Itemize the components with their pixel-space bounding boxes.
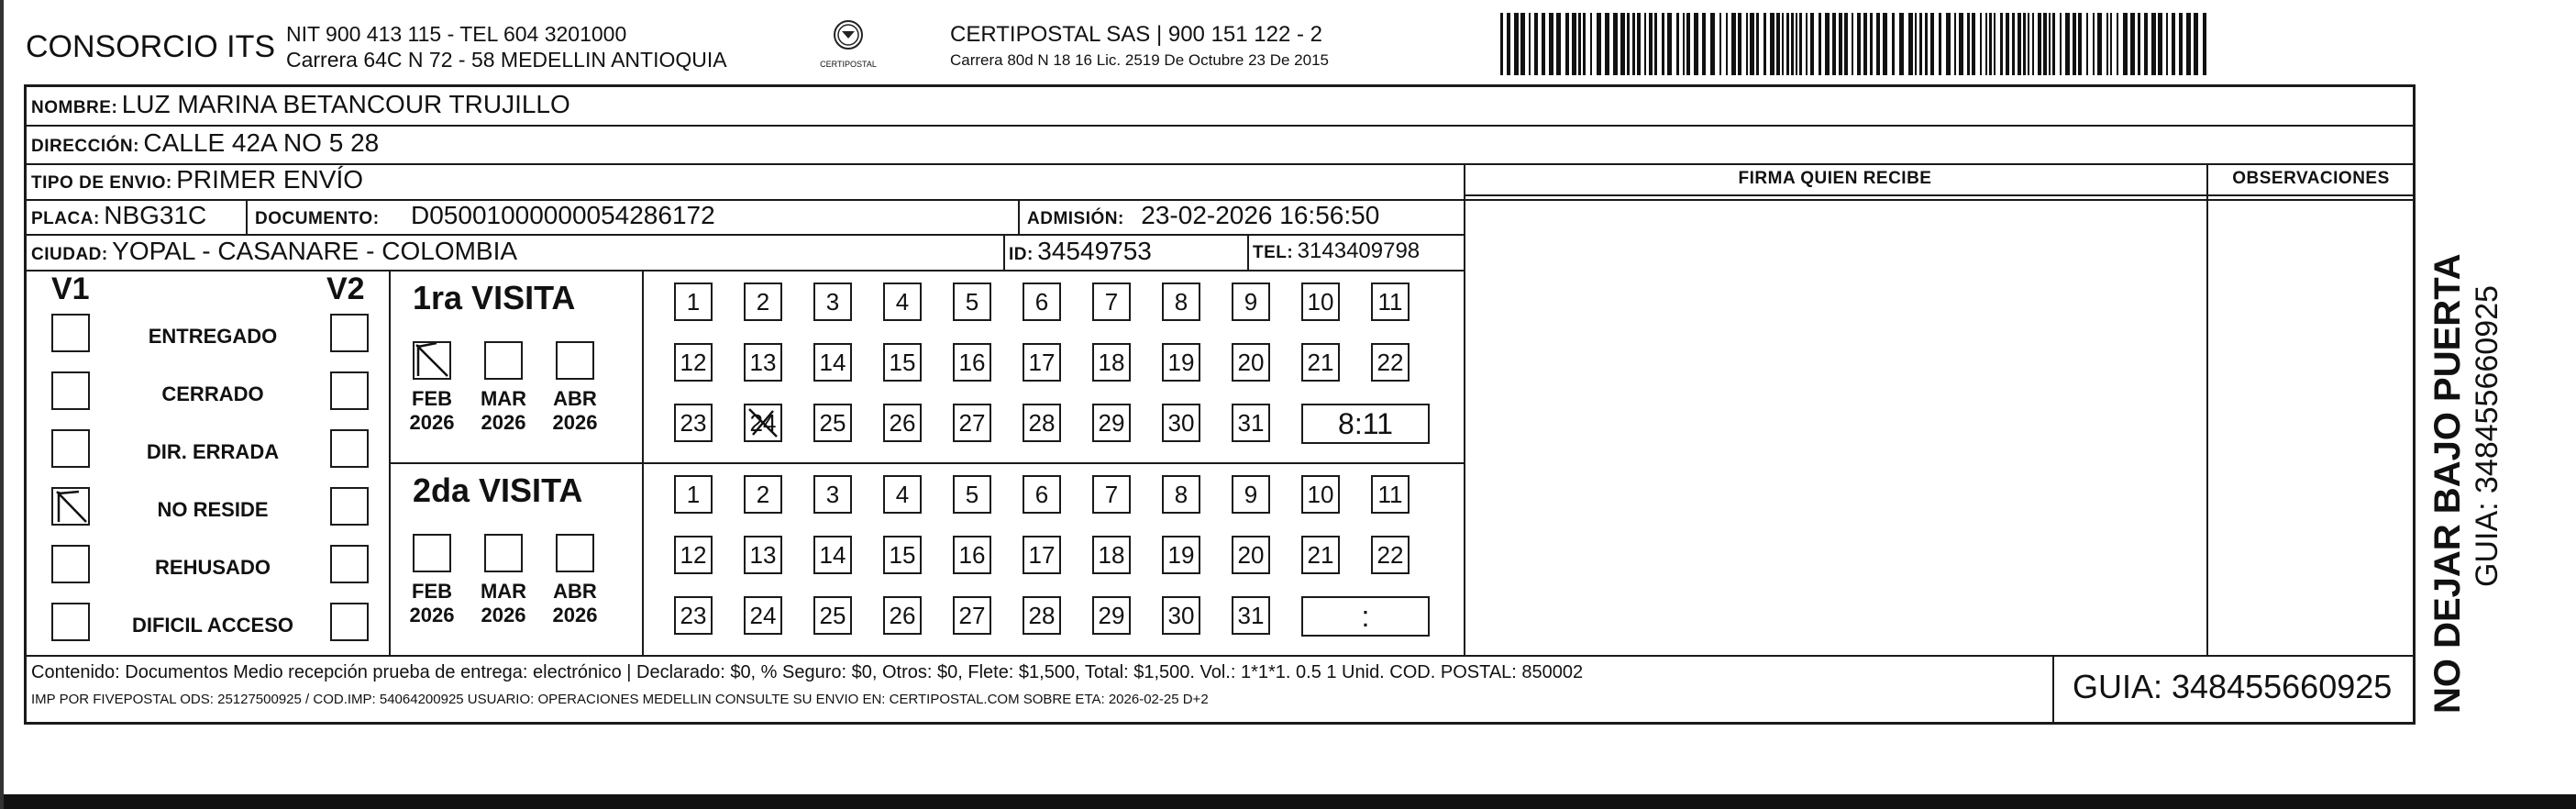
day-box[interactable]: 9	[1232, 283, 1270, 321]
check-mark-icon	[53, 489, 88, 524]
day-box[interactable]: 26	[883, 404, 922, 442]
visit-time-box[interactable]: 8:11	[1301, 404, 1430, 444]
nombre-label: NOMBRE:	[31, 98, 118, 117]
documento-value: D05001000000054286172	[411, 201, 715, 229]
placa-label: PLACA:	[31, 209, 100, 228]
month-checkbox[interactable]	[556, 534, 594, 572]
carrier-address: Carrera 80d N 18 16 Lic. 2519 De Octubre 23 De 2015	[950, 51, 1329, 69]
day-box[interactable]: 3	[813, 283, 852, 321]
day-box[interactable]: 23	[674, 596, 713, 635]
month-label	[476, 387, 531, 435]
logo-label: CERTIPOSTAL	[820, 60, 877, 69]
day-box[interactable]: 12	[674, 536, 713, 574]
v2-checkbox[interactable]	[330, 314, 369, 352]
month-checkbox[interactable]	[484, 341, 523, 380]
side-warning: NO DEJAR BAJO PUERTA	[2427, 253, 2468, 714]
ciudad-value: YOPAL - CASANARE - COLOMBIA	[112, 237, 518, 265]
footer-content: Contenido: Documentos Medio recepción prueba de entrega: electrónico | Declarado: $0, % Seguro: $0, Otros: $0, Flete: $1,500, Total: $1,500. Vol.: 1*1*1. 0.5 1 Unid. COD. POSTAL: 850002	[31, 662, 1584, 682]
left-border	[0, 0, 4, 809]
month-year: 2026	[481, 604, 526, 626]
v2-label: V2	[326, 272, 365, 306]
direccion-label: DIRECCIÓN:	[31, 137, 139, 156]
month-checkbox[interactable]	[484, 534, 523, 572]
month-label	[404, 580, 459, 627]
day-box[interactable]: 28	[1023, 596, 1061, 635]
month-checkbox[interactable]	[413, 534, 451, 572]
day-box[interactable]: 6	[1023, 283, 1061, 321]
v1-label: V1	[51, 272, 90, 306]
v1-checkbox[interactable]	[51, 545, 90, 583]
day-box[interactable]: 22	[1371, 343, 1410, 382]
day-box[interactable]: 30	[1162, 404, 1200, 442]
day-box[interactable]: 4	[883, 475, 922, 514]
direccion-row	[31, 128, 379, 158]
tipo-value: PRIMER ENVÍO	[176, 165, 364, 194]
month-checkbox[interactable]	[556, 341, 594, 380]
month-name: ABR	[553, 387, 597, 410]
day-box[interactable]: 15	[883, 343, 922, 382]
status-reason-label: DIR. ERRADA	[146, 440, 280, 463]
direccion-value: CALLE 42A NO 5 28	[143, 128, 380, 157]
day-box[interactable]: 10	[1301, 475, 1340, 514]
day-box[interactable]: 11	[1371, 475, 1410, 514]
day-box[interactable]: 21	[1301, 536, 1340, 574]
firma-label: FIRMA QUIEN RECIBE	[1738, 169, 1932, 188]
observaciones-label: OBSERVACIONES	[2232, 169, 2390, 188]
visit-time-box[interactable]: :	[1301, 596, 1430, 637]
day-box[interactable]: 8	[1162, 475, 1200, 514]
tipo-row	[31, 165, 363, 194]
status-reason-label: DIFICIL ACCESO	[131, 614, 293, 637]
month-name: MAR	[480, 580, 527, 603]
footer-guia: GUIA: 348455660925	[2073, 668, 2393, 705]
day-box[interactable]: 28	[1023, 404, 1061, 442]
admision-value: 23-02-2026 16:56:50	[1141, 201, 1380, 229]
v2-checkbox[interactable]	[330, 371, 369, 410]
id-value: 34549753	[1037, 237, 1152, 265]
v2-checkbox[interactable]	[330, 545, 369, 583]
day-box[interactable]: 29	[1092, 404, 1131, 442]
day-box[interactable]: 15	[883, 536, 922, 574]
visit-title: 1ra VISITA	[413, 279, 576, 316]
day-box[interactable]: 5	[953, 283, 991, 321]
status-reason-label: NO RESIDE	[157, 498, 269, 521]
status-reason-label: REHUSADO	[155, 556, 271, 579]
day-box[interactable]: 25	[813, 596, 852, 635]
nombre-value: LUZ MARINA BETANCOUR TRUJILLO	[121, 90, 570, 118]
month-name: FEB	[412, 580, 452, 603]
day-box[interactable]: 6	[1023, 475, 1061, 514]
day-box[interactable]: 8	[1162, 283, 1200, 321]
company-name: CONSORCIO ITS	[26, 29, 276, 64]
id-label: ID:	[1009, 245, 1034, 264]
month-label	[404, 387, 459, 435]
day-box[interactable]: 19	[1162, 536, 1200, 574]
day-box[interactable]: 14	[813, 343, 852, 382]
v2-checkbox[interactable]	[330, 429, 369, 468]
day-box[interactable]: 24	[744, 596, 782, 635]
day-box[interactable]: 20	[1232, 536, 1270, 574]
month-name: FEB	[412, 387, 452, 410]
month-year: 2026	[409, 411, 455, 434]
day-box[interactable]: 18	[1092, 343, 1131, 382]
ciudad-cell	[31, 237, 517, 266]
month-year: 2026	[552, 604, 598, 626]
day-box[interactable]: 31	[1232, 596, 1270, 635]
documento-label: DOCUMENTO:	[255, 209, 380, 228]
status-reason-label: ENTREGADO	[148, 325, 278, 348]
day-box[interactable]: 16	[953, 343, 991, 382]
month-label	[547, 387, 603, 435]
day-box[interactable]: 1	[674, 283, 713, 321]
certipostal-logo	[816, 18, 880, 73]
admision-label: ADMISIÓN:	[1027, 209, 1124, 228]
ciudad-label: CIUDAD:	[31, 245, 108, 264]
day-box[interactable]: 14	[813, 536, 852, 574]
month-year: 2026	[409, 604, 455, 626]
day-box[interactable]: 23	[674, 404, 713, 442]
tel-cell	[1253, 238, 1420, 264]
v1-checkbox[interactable]	[51, 487, 90, 526]
check-mark-icon	[415, 343, 449, 378]
day-box[interactable]: 4	[883, 283, 922, 321]
day-box[interactable]: 18	[1092, 536, 1131, 574]
day-box[interactable]: 12	[674, 343, 713, 382]
side-guia: GUIA: 348455660925	[2470, 285, 2504, 587]
day-box[interactable]: 27	[953, 596, 991, 635]
status-reason-label: CERRADO	[161, 382, 264, 405]
month-checkbox[interactable]	[413, 341, 451, 380]
day-box[interactable]: 7	[1092, 283, 1131, 321]
documento-cell	[255, 201, 715, 230]
placa-cell	[31, 201, 206, 230]
v2-checkbox[interactable]	[330, 487, 369, 526]
day-box[interactable]: 16	[953, 536, 991, 574]
logo-icon	[828, 18, 868, 55]
carrier-name: CERTIPOSTAL SAS | 900 151 122 - 2	[950, 22, 1322, 47]
company-nit: NIT 900 413 115 - TEL 604 3201000	[286, 22, 627, 46]
month-year: 2026	[481, 411, 526, 434]
footer-imp: IMP POR FIVEPOSTAL ODS: 25127500925 / COD.IMP: 54064200925 USUARIO: OPERACIONES MEDELLIN CONSULTE SU ENVIO EN: CERTIPOSTAL.COM SOBRE ETA: 2026-02-25 D+2	[31, 692, 1209, 707]
tipo-label: TIPO DE ENVIO:	[31, 173, 172, 193]
day-box[interactable]: 2	[744, 475, 782, 514]
company-address: Carrera 64C N 72 - 58 MEDELLIN ANTIOQUIA	[286, 48, 727, 72]
id-cell	[1009, 237, 1152, 266]
admision-cell	[1027, 201, 1379, 230]
v1-checkbox[interactable]	[51, 371, 90, 410]
day-box[interactable]: 2	[744, 283, 782, 321]
day-box[interactable]: 27	[953, 404, 991, 442]
side-vertical	[2421, 84, 2540, 725]
day-box[interactable]: 26	[883, 596, 922, 635]
day-box[interactable]: 10	[1301, 283, 1340, 321]
day-box[interactable]: 3	[813, 475, 852, 514]
month-year: 2026	[552, 411, 598, 434]
x-mark-icon	[746, 405, 782, 442]
v1-checkbox[interactable]	[51, 314, 90, 352]
nombre-row	[31, 90, 570, 119]
month-label	[547, 580, 603, 627]
day-box[interactable]: 11	[1371, 283, 1410, 321]
barcode	[1500, 13, 2206, 75]
day-box[interactable]: 29	[1092, 596, 1131, 635]
day-box[interactable]: 17	[1023, 343, 1061, 382]
day-box[interactable]: 7	[1092, 475, 1131, 514]
month-name: ABR	[553, 580, 597, 603]
bottom-border	[0, 794, 2576, 809]
day-box[interactable]: 22	[1371, 536, 1410, 574]
day-box[interactable]: 13	[744, 343, 782, 382]
placa-value: NBG31C	[104, 201, 207, 229]
tel-value: 3143409798	[1297, 238, 1421, 263]
day-box[interactable]: 5	[953, 475, 991, 514]
visit-title: 2da VISITA	[413, 471, 583, 509]
day-box[interactable]: 24	[744, 404, 782, 442]
v1-checkbox[interactable]	[51, 429, 90, 468]
v2-checkbox[interactable]	[330, 603, 369, 641]
day-box[interactable]: 9	[1232, 475, 1270, 514]
month-name: MAR	[480, 387, 527, 410]
v1-checkbox[interactable]	[51, 603, 90, 641]
day-box[interactable]: 20	[1232, 343, 1270, 382]
day-box[interactable]: 19	[1162, 343, 1200, 382]
day-box[interactable]: 25	[813, 404, 852, 442]
month-label	[476, 580, 531, 627]
day-box[interactable]: 30	[1162, 596, 1200, 635]
tel-label: TEL:	[1253, 243, 1294, 262]
day-box[interactable]: 21	[1301, 343, 1340, 382]
day-box[interactable]: 1	[674, 475, 713, 514]
day-box[interactable]: 17	[1023, 536, 1061, 574]
day-box[interactable]: 13	[744, 536, 782, 574]
day-box[interactable]: 31	[1232, 404, 1270, 442]
